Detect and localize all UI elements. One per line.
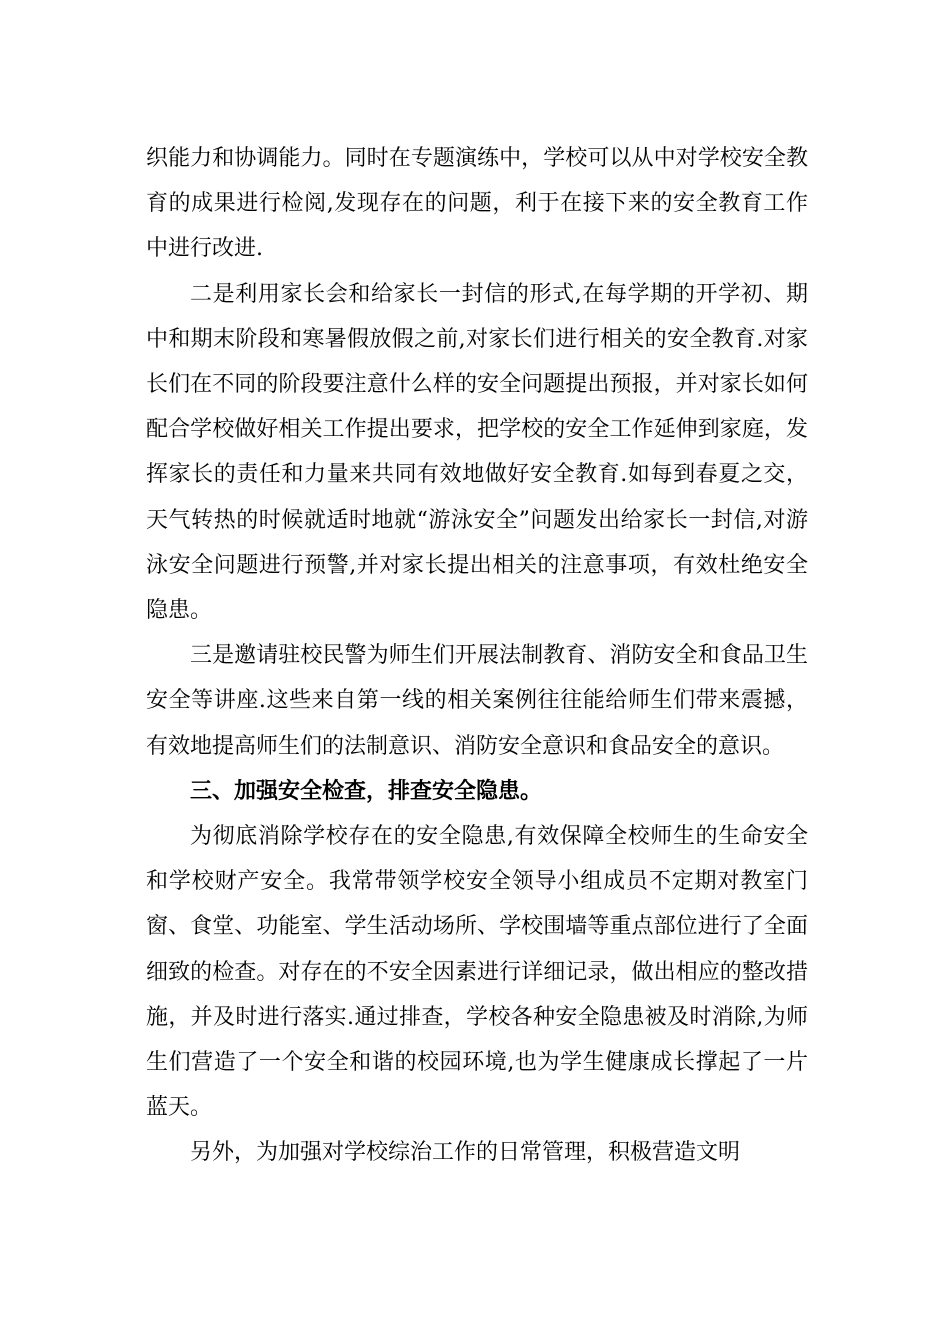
paragraph-police-lectures: 三是邀请驻校民警为师生们开展法制教育、消防安全和食品卫生安全等讲座.这些来自第一线的相关案例往往能给师生们带来震撼，有效地提高师生们的法制意识、消防安全意识和食品安全的意识。: [146, 643, 808, 759]
paragraph-additional: 另外，为加强对学校综治工作的日常管理，积极营造文明: [190, 1140, 741, 1166]
document-page: [146, 136, 808, 1176]
paragraph-safety-inspection: 为彻底消除学校存在的安全隐患,有效保障全校师生的生命安全和学校财产安全。我常带领学校安全领导小组成员不定期对教室门窗、食堂、功能室、学生活动场所、学校围墙等重点部位进行了全面细致的检查。对存在的不安全因素进行详细记录，做出相应的整改措施，并及时进行落实.通过排查，学校各种安全隐患被及时消除,为师生们营造了一个安全和谐的校园环境,也为学生健康成长撑起了一片蓝天。: [146, 824, 808, 1121]
paragraph-parent-meeting: 二是利用家长会和给家长一封信的形式,在每学期的开学初、期中和期末阶段和寒暑假放假之前,对家长们进行相关的安全教育.对家长们在不同的阶段要注意什么样的安全问题提出预报，并对家长如何配合学校做好相关工作提出要求，把学校的安全工作延伸到家庭，发挥家长的责任和力量来共同有效地做好安全教育.如每到春夏之交，天气转热的时候就适时地就“游泳安全”问题发出给家长一封信,对游泳安全问题进行预警,并对家长提出相关的注意事项，有效杜绝安全隐患。: [146, 281, 808, 624]
paragraph-continuation: 织能力和协调能力。同时在专题演练中，学校可以从中对学校安全教育的成果进行检阅,发现存在的问题，利于在接下来的安全教育工作中进行改进.: [146, 146, 808, 262]
section-heading: 三、加强安全检查，排查安全隐患。: [190, 778, 543, 804]
